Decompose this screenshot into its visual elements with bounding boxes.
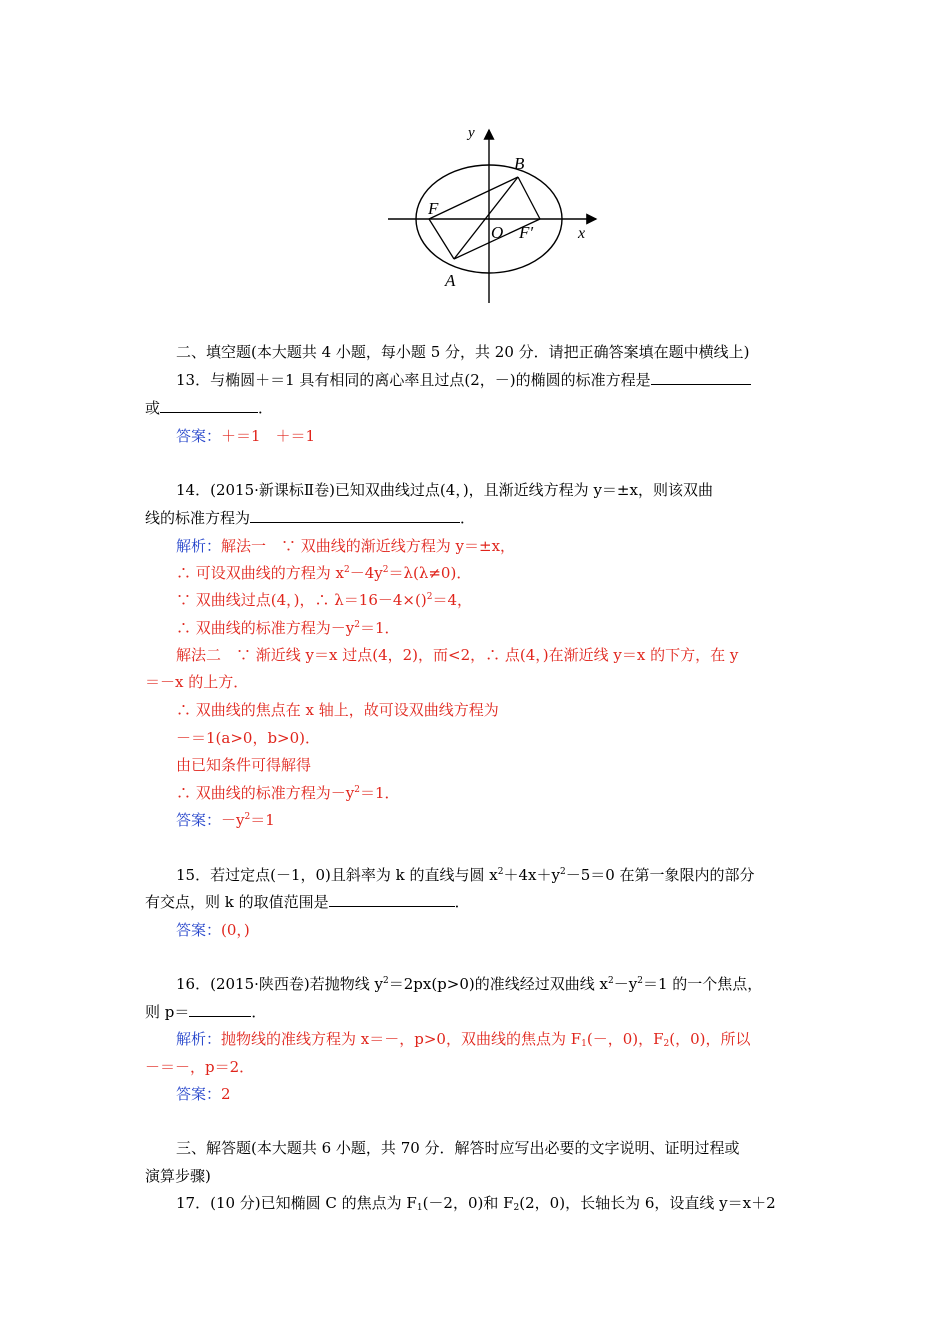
q14-s10-sup: 2: [354, 785, 360, 795]
q17-sub2: 2: [513, 1203, 520, 1213]
q14-s2b: －4y: [349, 564, 383, 582]
q15-l1a: 15．若过定点(－1，0)且斜率为 k 的直线与圆 x: [176, 866, 498, 884]
q13-answer-text: ＋＝1 ＋＝1: [221, 427, 316, 445]
q16-s1a: 抛物线的准线方程为 x＝－，p>0，双曲线的焦点为 F: [221, 1030, 582, 1048]
q16-answer: [176, 1084, 231, 1104]
q14-s10a: ∴ 双曲线的标准方程为－y: [176, 784, 355, 802]
q14-line1: 14．(2015·新课标Ⅱ卷)已知双曲线过点(4，)，且渐近线方程为 y＝±x，则该双曲: [176, 481, 713, 499]
label-B: B: [514, 154, 525, 173]
q16-sup2: 2: [607, 976, 614, 986]
q16-l1a: 16．(2015·陕西卷)若抛物线 y: [176, 975, 383, 993]
q16-line2: [145, 1002, 266, 1022]
q14-answer-a: －y: [221, 811, 245, 829]
q14-s3a: ∵ 双曲线过点(4，)，∴ λ＝16－4×(): [176, 591, 427, 609]
q14-solution-4: [176, 618, 400, 638]
q16-answer-label: 答案：: [176, 1085, 222, 1103]
q14-answer: [176, 810, 275, 830]
q14-line2: [145, 508, 475, 528]
q14-answer-sup: 2: [244, 812, 251, 822]
q14-answer-label: 答案：: [176, 811, 222, 829]
q16-l1d: ＝1 的一个焦点，: [642, 975, 763, 993]
q14-s2-sup1: 2: [344, 565, 350, 575]
q14-blank: [250, 508, 460, 523]
q14-solution-3: [176, 590, 472, 610]
q15-answer: [176, 920, 250, 940]
section-2-heading: 二、填空题(本大题共 4 小题，每小题 5 分，共 20 分．请把正确答案填在题中横线上): [176, 343, 750, 361]
q14-period: ．: [460, 509, 476, 527]
q15-period: ．: [454, 893, 470, 911]
q13-blank-2: [160, 398, 258, 413]
ellipse-diagram: [388, 120, 603, 310]
q16-solution-1: [176, 1029, 751, 1049]
q15-answer-text: (0，): [221, 921, 250, 939]
q17-sub1: 1: [416, 1203, 423, 1213]
q13-or: 或: [145, 399, 161, 417]
q15-line2: [145, 892, 470, 912]
q14-line2-text: 线的标准方程为: [145, 509, 251, 527]
q15-l2: 有交点，则 k 的取值范围是: [145, 893, 329, 911]
q13-blank-1: [651, 370, 751, 385]
q14-answer-b: ＝1: [250, 811, 275, 829]
q14-s2c: ＝λ(λ≠0)．: [388, 564, 472, 582]
q16-s1c: (，0)，所以: [669, 1030, 751, 1048]
q16-solution-label: 解析：: [176, 1030, 222, 1048]
q14-s3-sup: 2: [426, 592, 433, 602]
q14-solution-5: 解法二 ∵ 渐近线 y＝x 过点(4，2)，而<2，∴ 点(4，)在渐近线 y＝x 的下方，在 y: [176, 646, 739, 664]
q16-l1b: ＝2px(p>0)的准线经过双曲线 x: [388, 975, 608, 993]
ellipse-figure: [388, 120, 603, 310]
q16-sup1: 2: [382, 976, 389, 986]
q17-line1: [176, 1193, 776, 1213]
q14-solution-10: [176, 783, 400, 803]
q14-solution-9: 由已知条件可得解得: [176, 756, 312, 774]
quadrilateral: [429, 177, 540, 259]
label-y: y: [468, 125, 475, 141]
q17-c: (2，0)，长轴长为 6，设直线 y＝x＋2: [519, 1194, 776, 1212]
section-3-heading-2: 演算步骤): [145, 1167, 211, 1185]
label-F-prime: F′: [519, 223, 534, 242]
q14-solution-7: ∴ 双曲线的焦点在 x 轴上，故可设双曲线方程为: [176, 701, 499, 719]
q14-s2-sup2: 2: [382, 565, 389, 575]
q16-line1: [176, 974, 762, 994]
q13-line2: [145, 398, 273, 418]
label-O: O: [491, 223, 504, 242]
q14-solution-1: [176, 536, 515, 556]
q16-l1c: －y: [613, 975, 638, 993]
q13-text: 13．与椭圆＋＝1 具有相同的离心率且过点(2，－)的椭圆的标准方程是: [176, 371, 651, 389]
q16-solution-2: －＝－，p＝2．: [145, 1058, 255, 1076]
q14-solution-8: －＝1(a>0，b>0)．: [176, 729, 321, 747]
q15-l1b: ＋4x＋y: [503, 866, 560, 884]
q16-sup3: 2: [637, 976, 643, 986]
q16-blank: [189, 1002, 251, 1017]
q13-answer-label: 答案：: [176, 427, 222, 445]
label-F: F: [428, 199, 439, 218]
q16-l2: 则 p＝: [145, 1003, 190, 1021]
q16-sub2: 2: [663, 1039, 670, 1049]
q17-a: 17．(10 分)已知椭圆 C 的焦点为 F: [176, 1194, 417, 1212]
q14-s1: 解法一 ∵ 双曲线的渐近线方程为 y＝±x，: [221, 537, 516, 555]
q14-s4b: ＝1．: [359, 619, 400, 637]
q16-period: ．: [251, 1003, 267, 1021]
q14-s4-sup: 2: [354, 620, 360, 630]
q15-l1c: －5＝0 在第一象限内的部分: [565, 866, 755, 884]
q15-sup1: 2: [497, 867, 504, 877]
label-x: x: [578, 225, 586, 242]
q14-solution-2: [176, 563, 471, 583]
q15-sup2: 2: [559, 867, 566, 877]
q14-solution-label: 解析：: [176, 537, 222, 555]
q13-line1: [176, 370, 751, 390]
q15-line1: [176, 865, 755, 885]
q17-b: (－2，0)和 F: [422, 1194, 514, 1212]
q13-period: ．: [258, 399, 274, 417]
q14-s2a: ∴ 可设双曲线的方程为 x: [176, 564, 344, 582]
q16-answer-text: 2: [221, 1085, 231, 1103]
q14-s4a: ∴ 双曲线的标准方程为－y: [176, 619, 355, 637]
q14-s10b: ＝1．: [359, 784, 400, 802]
q16-sub1: 1: [581, 1039, 587, 1049]
q16-s1b: (－，0)，F: [586, 1030, 664, 1048]
q14-s3b: ＝4，: [432, 591, 472, 609]
q15-answer-label: 答案：: [176, 921, 222, 939]
q14-solution-6: ＝－x 的上方．: [145, 673, 249, 691]
section-3-heading-1: 三、解答题(本大题共 6 小题，共 70 分．解答时应写出必要的文字说明、证明过程或: [176, 1139, 740, 1157]
q15-blank: [329, 892, 455, 907]
q13-answer: [176, 426, 315, 446]
label-A: A: [445, 271, 456, 290]
